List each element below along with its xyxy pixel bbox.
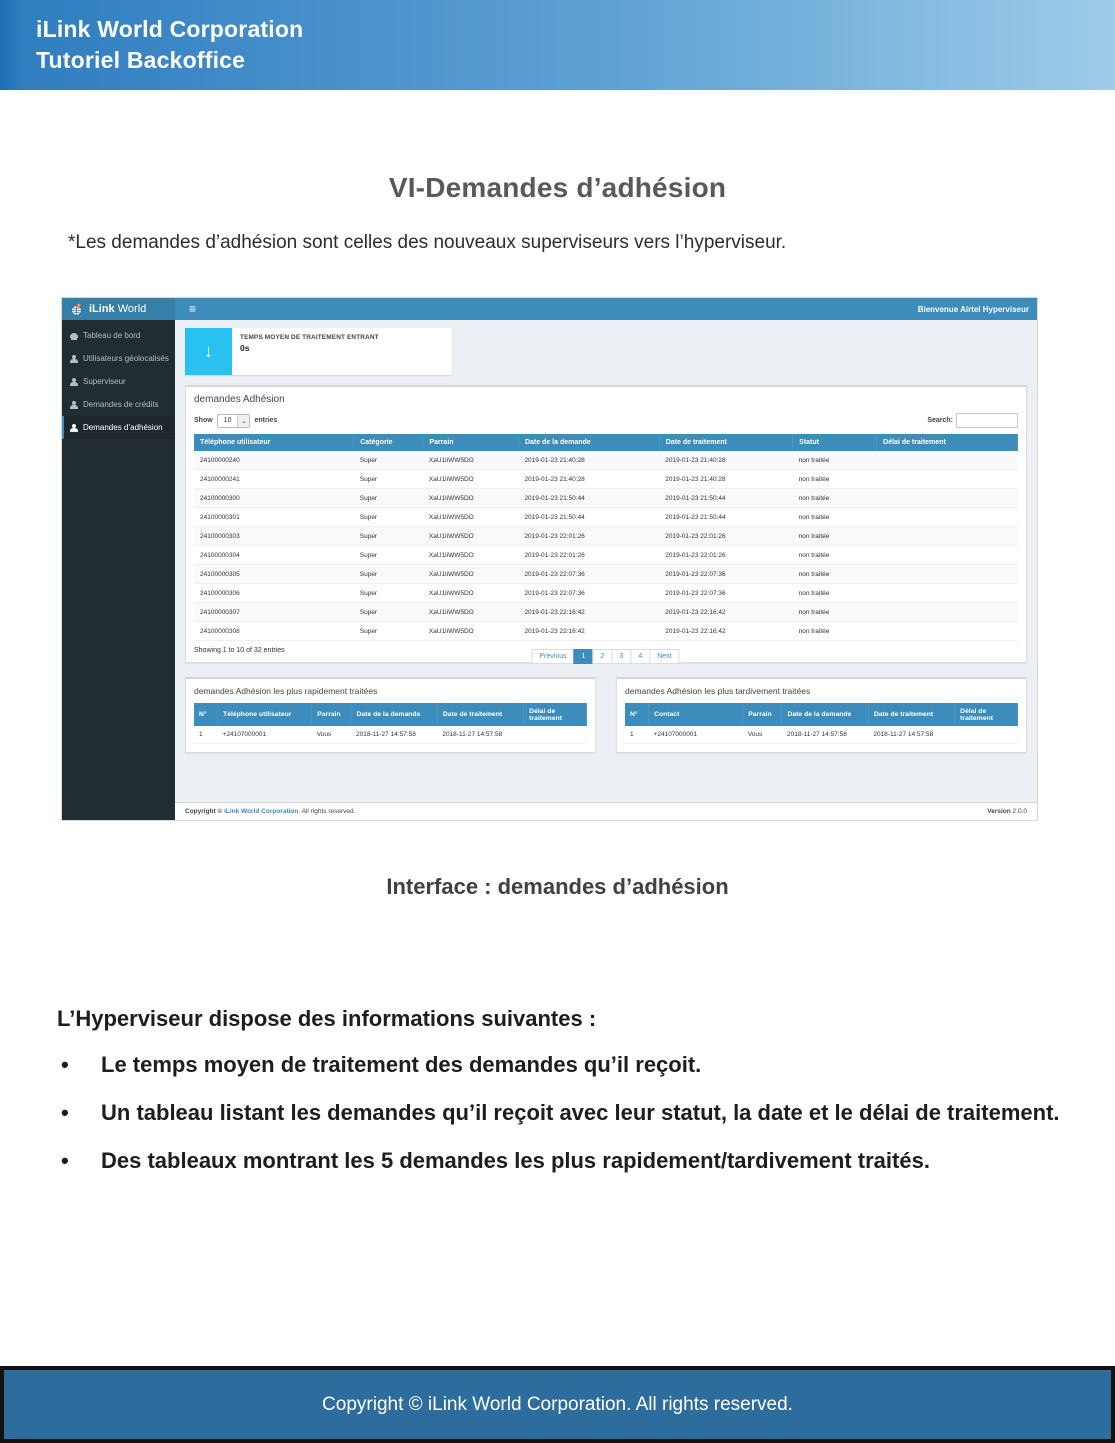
table-cell: XaU1liWW5DO [423,565,519,584]
table-body [194,726,587,744]
col-statut[interactable]: Statut [793,434,877,451]
table-cell: 24100000306 [194,584,354,603]
table-header [625,703,1018,726]
page-length-select[interactable] [217,414,251,428]
search-label: Search: [927,417,953,424]
table-row [194,508,1018,527]
table-cell: 2019-01-23 21:40:28 [518,470,659,489]
table-cell [877,489,1018,508]
content-main [175,320,1037,802]
pagination-page[interactable]: 3 [611,649,631,664]
table-body [625,726,1018,744]
table-cell: 24100000303 [194,527,354,546]
stat-text [232,328,387,375]
table-row [194,565,1018,584]
app-screenshot [62,298,1037,820]
brand-bold: iLink [89,303,115,315]
table-row [194,470,1018,489]
showing-entries-text: Showing 1 to 10 of 32 entries [194,647,285,654]
stat-card-temps-moyen [185,328,452,375]
table-cell: Super [354,508,423,527]
demandes-table [194,434,1018,641]
panel-title: demandes Adhésion les plus tardivement traitées [625,686,811,696]
info-heading: L’Hyperviseur dispose des informations suivantes : [57,1006,597,1031]
col-delai-traitement: Délai de traitement [955,703,1018,726]
app-body [62,320,1037,820]
table-cell: 2019-01-23 21:40:28 [659,451,792,470]
sidebar-item-label: Superviseur [83,377,126,386]
pagination-page[interactable]: 4 [630,649,650,664]
col-date-demande: Date de la demande [351,703,437,726]
sidebar-item-tableau-de-bord[interactable] [62,324,175,347]
show-label: Show [194,417,213,424]
col-numero: N° [625,703,649,726]
table-row [194,546,1018,565]
col-date-demande: Date de la demande [782,703,868,726]
menu-toggle-icon[interactable]: ≡ [189,302,197,316]
table-row [194,603,1018,622]
table-row [194,726,587,744]
table-body [194,451,1018,641]
table-cell: Super [354,470,423,489]
rapidement-table [194,703,587,744]
pagination-next[interactable]: Next [649,649,679,664]
table-cell: XaU1liWW5DO [423,470,519,489]
table-cell: XaU1liWW5DO [423,603,519,622]
table-cell: XaU1liWW5DO [423,584,519,603]
table-cell [877,622,1018,641]
intro-text: *Les demandes d’adhésion sont celles des nouveaux superviseurs vers l’hyperviseur. [68,232,787,253]
col-date-traitement: Date de traitement [437,703,523,726]
table-cell: 2019-01-23 21:50:44 [518,489,659,508]
table-cell [877,584,1018,603]
table-cell: 2019-01-23 22:01:26 [518,527,659,546]
table-cell: 2018-11-27 14:57:58 [868,726,954,744]
app-footer [175,802,1037,820]
table-cell: XaU1liWW5DO [423,546,519,565]
col-telephone: Téléphone utilisateur [218,703,312,726]
sidebar-item-label: Demandes d’adhésion [83,423,163,432]
table-row [194,527,1018,546]
sidebar-item-label: Utilisateurs géolocalisés [83,354,169,363]
table-cell: XaU1liWW5DO [423,451,519,470]
brand-text [89,303,146,315]
sidebar-item-label: Demandes de crédits [83,400,159,409]
col-delai-traitement: Délai de traitement [524,703,587,726]
table-cell: XaU1liWW5DO [423,508,519,527]
pagination [532,649,679,664]
table-cell: non traitée [793,622,877,641]
info-bullet: • Des tableaux montrant les 5 demandes les plus rapidement/tardivement traités. [57,1148,1067,1174]
stat-label: TEMPS MOYEN DE TRAITEMENT ENTRANT [240,334,379,341]
col-numero: N° [194,703,218,726]
table-cell: non traitée [793,603,877,622]
table-cell: 24100000240 [194,451,354,470]
table-cell: Super [354,622,423,641]
table-cell: 2019-01-23 22:16:42 [518,603,659,622]
table-cell [877,546,1018,565]
table-cell: non traitée [793,546,877,565]
table-cell: non traitée [793,451,877,470]
app-navbar [62,298,1037,320]
users-icon [70,424,78,432]
table-cell: Vous [743,726,782,744]
table-cell: Super [354,565,423,584]
sidebar-item-demandes-adhesion[interactable] [62,416,175,439]
sidebar-item-utilisateurs-geolocalises[interactable] [62,347,175,370]
table-cell: Super [354,451,423,470]
app-sidebar [62,320,175,820]
copyright-suffix: . All rights reserved. [298,808,356,815]
table-cell: 2019-01-23 22:07:36 [518,565,659,584]
table-cell [877,603,1018,622]
col-parrain: Parrain [312,703,351,726]
table-cell: 2019-01-23 22:01:26 [659,546,792,565]
version-value: 2.0.0 [1010,808,1027,815]
app-version [987,808,1027,815]
table-cell: 2018-11-27 14:57:58 [351,726,437,744]
panel-title: demandes Adhésion [194,394,285,405]
tardivement-table [625,703,1018,744]
table-cell: Super [354,546,423,565]
copyright-prefix: Copyright © [185,808,225,815]
table-cell: non traitée [793,489,877,508]
table-cell: 1 [194,726,218,744]
table-cell: XaU1liWW5DO [423,489,519,508]
down-arrow-icon: ↓ [185,328,232,375]
table-cell: 24100000305 [194,565,354,584]
table-cell: non traitée [793,508,877,527]
table-cell [877,508,1018,527]
rapidement-traitees-panel [185,677,596,753]
table-cell: 2019-01-23 21:50:44 [659,508,792,527]
col-date-traitement[interactable]: Date de traitement [659,434,792,451]
users-icon [70,401,78,409]
users-icon [70,378,78,386]
table-cell: Super [354,489,423,508]
col-parrain[interactable]: Parrain [423,434,519,451]
info-bullet: • Le temps moyen de traitement des demandes qu’il reçoit. [57,1052,1067,1078]
table-cell: 24100000307 [194,603,354,622]
col-date-traitement: Date de traitement [868,703,954,726]
document-footer-banner [0,1366,1115,1443]
table-cell: 24100000308 [194,622,354,641]
entries-label: entries [254,417,278,424]
table-row [194,451,1018,470]
table-cell: 1 [625,726,649,744]
table-cell: non traitée [793,565,877,584]
table-cell: non traitée [793,527,877,546]
app-topnav [175,298,1037,320]
search-wrap [927,413,1018,428]
col-telephone[interactable]: Téléphone utilisateur [194,434,354,451]
welcome-user-text[interactable]: Bienvenue Airtel Hyperviseur [917,304,1029,314]
table-cell: 2019-01-23 22:16:42 [518,622,659,641]
col-date-demande[interactable]: Date de la demande [518,434,659,451]
demandes-adhesion-panel [185,385,1027,663]
table-cell: 2018-11-27 14:57:58 [437,726,523,744]
panel-title: demandes Adhésion les plus rapidement traitées [194,686,378,696]
table-header [194,703,587,726]
table-cell [877,527,1018,546]
table-cell: Super [354,603,423,622]
table-cell: 24100000301 [194,508,354,527]
page-title: VI-Demandes d’adhésion [388,172,727,203]
table-cell: 2019-01-23 21:50:44 [518,508,659,527]
table-cell: 2019-01-23 22:07:36 [659,565,792,584]
table-cell: 2019-01-23 21:40:28 [518,451,659,470]
table-row [194,622,1018,641]
pagination-page[interactable]: 2 [593,649,613,664]
document-header-banner [0,0,1115,90]
table-cell: 2018-11-27 14:57:58 [782,726,868,744]
table-cell [877,565,1018,584]
table-cell: 2019-01-23 22:16:42 [659,603,792,622]
banner-line-2: Tutoriel Backoffice [36,47,246,73]
table-cell: Super [354,584,423,603]
info-bullet-list [57,1052,1067,1174]
col-contact: Contact [649,703,743,726]
col-categorie[interactable]: Catégorie [354,434,423,451]
banner-line-1: iLink World Corporation [36,16,304,42]
sidebar-item-superviseur[interactable] [62,370,175,393]
table-cell: +24107000001 [218,726,312,744]
tardivement-traitees-panel [616,677,1027,753]
stat-value: 0s [240,343,250,353]
table-cell: 2019-01-23 22:16:42 [659,622,792,641]
table-cell: 2019-01-23 22:01:26 [518,546,659,565]
table-row [194,584,1018,603]
sidebar-item-demandes-de-credits[interactable] [62,393,175,416]
table-cell: 2019-01-23 22:07:36 [659,584,792,603]
app-copyright [185,808,355,815]
table-cell [877,470,1018,489]
pagination-previous[interactable]: Previous [531,649,574,664]
table-row [194,489,1018,508]
table-cell: 2019-01-23 21:50:44 [659,489,792,508]
screenshot-caption: Interface : demandes d’adhésion [386,874,729,899]
table-cell: 2019-01-23 22:01:26 [659,527,792,546]
version-label: Version [987,808,1011,815]
summary-panels-row [185,677,1027,753]
chevron-down-icon: ⌄ [237,414,249,428]
table-cell: non traitée [793,584,877,603]
table-cell: non traitée [793,470,877,489]
table-cell: 24100000304 [194,546,354,565]
table-cell [877,451,1018,470]
pagination-page[interactable]: 1 [574,649,594,664]
table-cell: 2019-01-23 22:07:36 [518,584,659,603]
table-cell: +24107000001 [649,726,743,744]
col-parrain: Parrain [743,703,782,726]
table-cell: 24100000300 [194,489,354,508]
col-delai-traitement[interactable]: Délai de traitement [877,434,1018,451]
globe-logo-icon [70,303,83,316]
table-controls [186,411,1026,434]
footer-company-link[interactable]: iLink World Corporation [224,808,299,815]
table-cell [955,726,1018,744]
table-cell: Super [354,527,423,546]
table-cell: Vous [312,726,351,744]
app-logo[interactable] [62,298,175,320]
footer-copyright-text: Copyright © iLink World Corporation. All rights reserved. [322,1393,793,1415]
table-header [194,434,1018,451]
users-icon [70,355,78,363]
sidebar-item-label: Tableau de bord [83,331,141,340]
table-row [625,726,1018,744]
search-input[interactable] [956,413,1018,428]
dashboard-icon [70,332,78,340]
page-length-value: 10 [223,417,232,424]
info-block [57,1006,1067,1196]
info-bullet: • Un tableau listant les demandes qu’il reçoit avec leur statut, la date et le délai de traitement. [57,1100,1067,1126]
table-cell: XaU1liWW5DO [423,527,519,546]
table-cell: 2019-01-23 21:40:28 [659,470,792,489]
table-cell: 24100000241 [194,470,354,489]
table-cell: XaU1liWW5DO [423,622,519,641]
table-footer [186,641,1026,660]
brand-light: World [117,303,147,315]
table-cell [524,726,587,744]
app-content [175,320,1037,820]
